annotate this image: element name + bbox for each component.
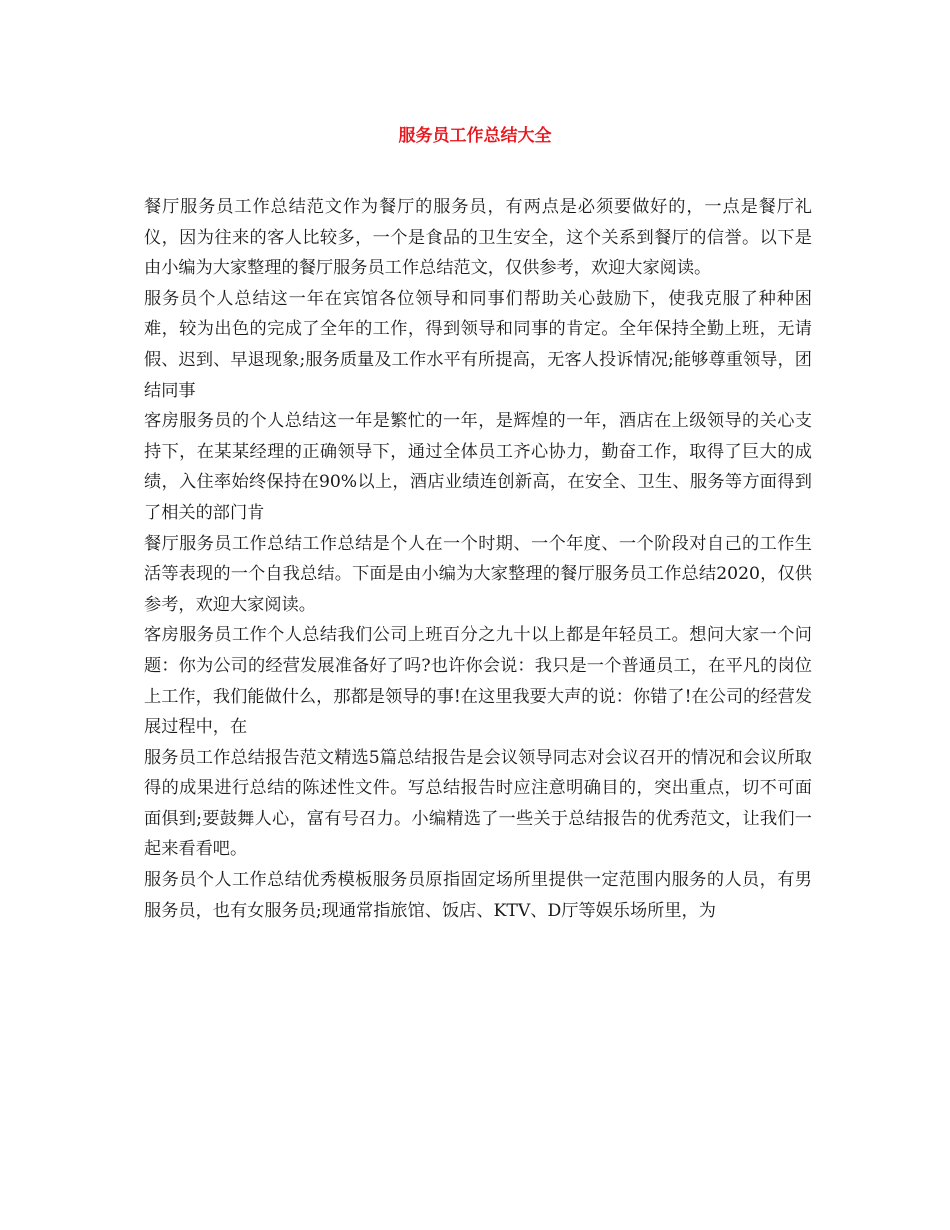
paragraph: 服务员工作总结报告范文精选5篇总结报告是会议领导同志对会议召开的情况和会议所取得的成果进行总结的陈述性文件。写总结报告时应注意明确目的，突出重点，切不可面面俱到;要鼓舞人心，富有号召力。小编精选了一些关于总结报告的优秀范文，让我们一起来看看吧。 — [144, 747, 812, 860]
document-title: 服务员工作总结大全 — [398, 126, 552, 146]
paragraph: 餐厅服务员工作总结范文作为餐厅的服务员，有两点是必须要做好的，一点是餐厅礼仪，因为往来的客人比较多，一个是食品的卫生安全，这个关系到餐厅的信誉。以下是由小编为大家整理的餐厅服务员工作总结范文，仅供参考，欢迎大家阅读。 — [144, 197, 812, 279]
paragraph: 客房服务员工作个人总结我们公司上班百分之九十以上都是年轻员工。想问大家一个问题：你为公司的经营发展准备好了吗?也许你会说：我只是一个普通员工，在平凡的岗位上工作，我们能做什么，那都是领导的事!在这里我要大声的说：你错了!在公司的经营发展过程中，在 — [144, 625, 812, 738]
paragraph: 服务员个人工作总结优秀模板服务员原指固定场所里提供一定范围内服务的人员，有男服务员，也有女服务员;现通常指旅馆、饭店、KTV、D厅等娱乐场所里，为 — [144, 870, 812, 921]
document-body — [144, 192, 812, 926]
paragraph: 餐厅服务员工作总结工作总结是个人在一个时期、一个年度、一个阶段对自己的工作生活等表现的一个自我总结。下面是由小编为大家整理的餐厅服务员工作总结2020，仅供参考，欢迎大家阅读。 — [144, 533, 812, 615]
paragraph: 服务员个人总结这一年在宾馆各位领导和同事们帮助关心鼓励下，使我克服了种种困难，较为出色的完成了全年的工作，得到领导和同事的肯定。全年保持全勤上班，无请假、迟到、早退现象;服务质量及工作水平有所提高，无客人投诉情况;能够尊重领导，团结同事 — [144, 288, 812, 401]
paragraph: 客房服务员的个人总结这一年是繁忙的一年，是辉煌的一年，酒店在上级领导的关心支持下，在某某经理的正确领导下，通过全体员工齐心协力，勤奋工作，取得了巨大的成绩，入住率始终保持在90%以上，酒店业绩连创新高，在安全、卫生、服务等方面得到了相关的部门肯 — [144, 411, 812, 523]
